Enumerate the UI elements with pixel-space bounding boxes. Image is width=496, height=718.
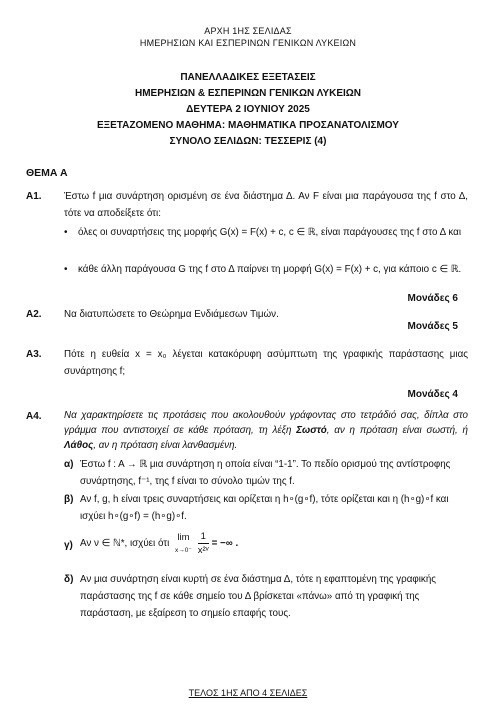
marks-a1: Μονάδες 6 (407, 293, 458, 304)
fraction-denominator: x²ᵛ (197, 545, 209, 556)
a1-bullet-2: κάθε άλλη παράγουσα G της f στο Δ παίρνει τη μορφή G(x) = F(x) + c, για κάποιο c ∈ ℝ. (78, 264, 462, 275)
a4-correct-word: Σωστό (296, 425, 327, 436)
limit-subscript: x→0⁻ (175, 546, 192, 554)
question-text-a1: Έστω f μια συνάρτηση ορισμένη σε ένα διάστημα Δ. Αν F είναι μια παράγουσα της f στο Δ, τότε να αποδείξετε ότι: (64, 191, 468, 219)
footer-text: ΤΕΛΟΣ 1ΗΣ ΑΠΟ 4 ΣΕΛΙΔΕΣ (188, 688, 308, 698)
question-number-a2: Α2. (26, 309, 42, 320)
title-subject: ΕΞΕΤΑΖΟΜΕΝΟ ΜΑΘΗΜΑ: ΜΑΘΗΜΑΤΙΚΑ ΠΡΟΣΑΝΑΤΟΛΙΣΜΟΥ (97, 120, 399, 131)
title-date: ΔΕΥΤΕΡΑ 2 ΙΟΥΝΙΟΥ 2025 (186, 104, 310, 115)
statement-a: Έστω f : A → ℝ μια συνάρτηση η οποία είναι “1-1”. Το πεδίο ορισμού της αντίστροφης συνάρτησης, f⁻¹, της f είναι το σύνολο τιμών της f. (80, 459, 451, 487)
marks-a2: Μονάδες 5 (407, 321, 458, 332)
title-exams: ΠΑΝΕΛΛΑΔΙΚΕΣ ΕΞΕΤΑΣΕΙΣ (180, 72, 316, 83)
theme-heading: ΘΕΜΑ Α (26, 167, 68, 179)
statement-c (80, 530, 468, 557)
question-text-a2: Να διατυπώσετε το Θεώρημα Ενδιάμεσων Τιμών. (64, 309, 279, 320)
a4-intro-part2: , αν η πρόταση είναι σωστή, ή (326, 425, 468, 436)
a4-intro-part3: , αν η πρόταση είναι λανθασμένη. (93, 440, 238, 451)
question-number-a4: Α4. (26, 411, 42, 422)
a4-wrong-word: Λάθος (64, 440, 94, 451)
statement-b: Αν f, g, h είναι τρεις συναρτήσεις και ορίζεται η h∘(g∘f), τότε ορίζεται και η (h∘g)∘f και ισχύει h∘(g∘f) = (h∘g)∘f. (80, 494, 449, 522)
fraction (198, 530, 209, 557)
a1-bullet-1: όλες οι συναρτήσεις της μορφής G(x) = F(x) + c, c ∈ ℝ, είναι παράγουσες της f στο Δ και (78, 227, 461, 238)
question-text-a3: Πότε η ευθεία x = x₀ λέγεται κατακόρυφη ασύμπτωτη της γραφικής παράστασης μιας συνάρτησης f; (64, 349, 468, 377)
statement-label-c: γ) (64, 540, 73, 551)
exam-title-block (0, 70, 496, 150)
fraction-numerator: 1 (198, 530, 209, 544)
statement-c-text1: Αν ν ∈ ℕ*, ισχύει ότι (80, 538, 170, 549)
bullet-icon: • (64, 227, 68, 238)
title-schools: ΗΜΕΡΗΣΙΩΝ & ΕΣΠΕΡΙΝΩΝ ΓΕΝΙΚΩΝ ΛΥΚΕΙΩΝ (134, 88, 362, 99)
statement-d: Αν μια συνάρτηση είναι κυρτή σε ένα διάστημα Δ, τότε η εφαπτομένη της γραφικής παράστασης της f σε κάθε σημείο του Δ βρίσκεται «πάνω» από τη γραφική της παράσταση, με εξαίρεση το σημείο επαφής τους. (80, 574, 436, 619)
bullet-icon: • (64, 264, 68, 275)
statement-label-b: β) (64, 494, 74, 505)
limit-expression (175, 531, 192, 557)
question-number-a1: Α1. (26, 191, 42, 202)
statement-c-text2: = −∞ . (211, 538, 239, 549)
header-schools: ΗΜΕΡΗΣΙΩΝ ΚΑΙ ΕΣΠΕΡΙΝΩΝ ΓΕΝΙΚΩΝ ΛΥΚΕΙΩΝ (139, 38, 357, 48)
marks-a3: Μονάδες 4 (407, 389, 458, 400)
title-pages: ΣΥΝΟΛΟ ΣΕΛΙΔΩΝ: ΤΕΣΣΕΡΙΣ (4) (169, 136, 327, 147)
page-start-label: ΑΡΧΗ 1ΗΣ ΣΕΛΙΔΑΣ (204, 26, 292, 36)
limit-word: lim (177, 531, 190, 543)
a4-intro-part1: Να χαρακτηρίσετε τις προτάσεις που ακολουθούν γράφοντας στο τετράδιό σας, δίπλα στο γράμμα που αντιστοιχεί σε κάθε πρόταση, τη λέξη (64, 410, 468, 436)
question-number-a3: Α3. (26, 349, 42, 360)
page-footer (0, 688, 496, 698)
statement-label-d: δ) (64, 574, 74, 585)
statement-label-a: α) (64, 459, 74, 470)
question-intro-a4 (64, 408, 468, 453)
